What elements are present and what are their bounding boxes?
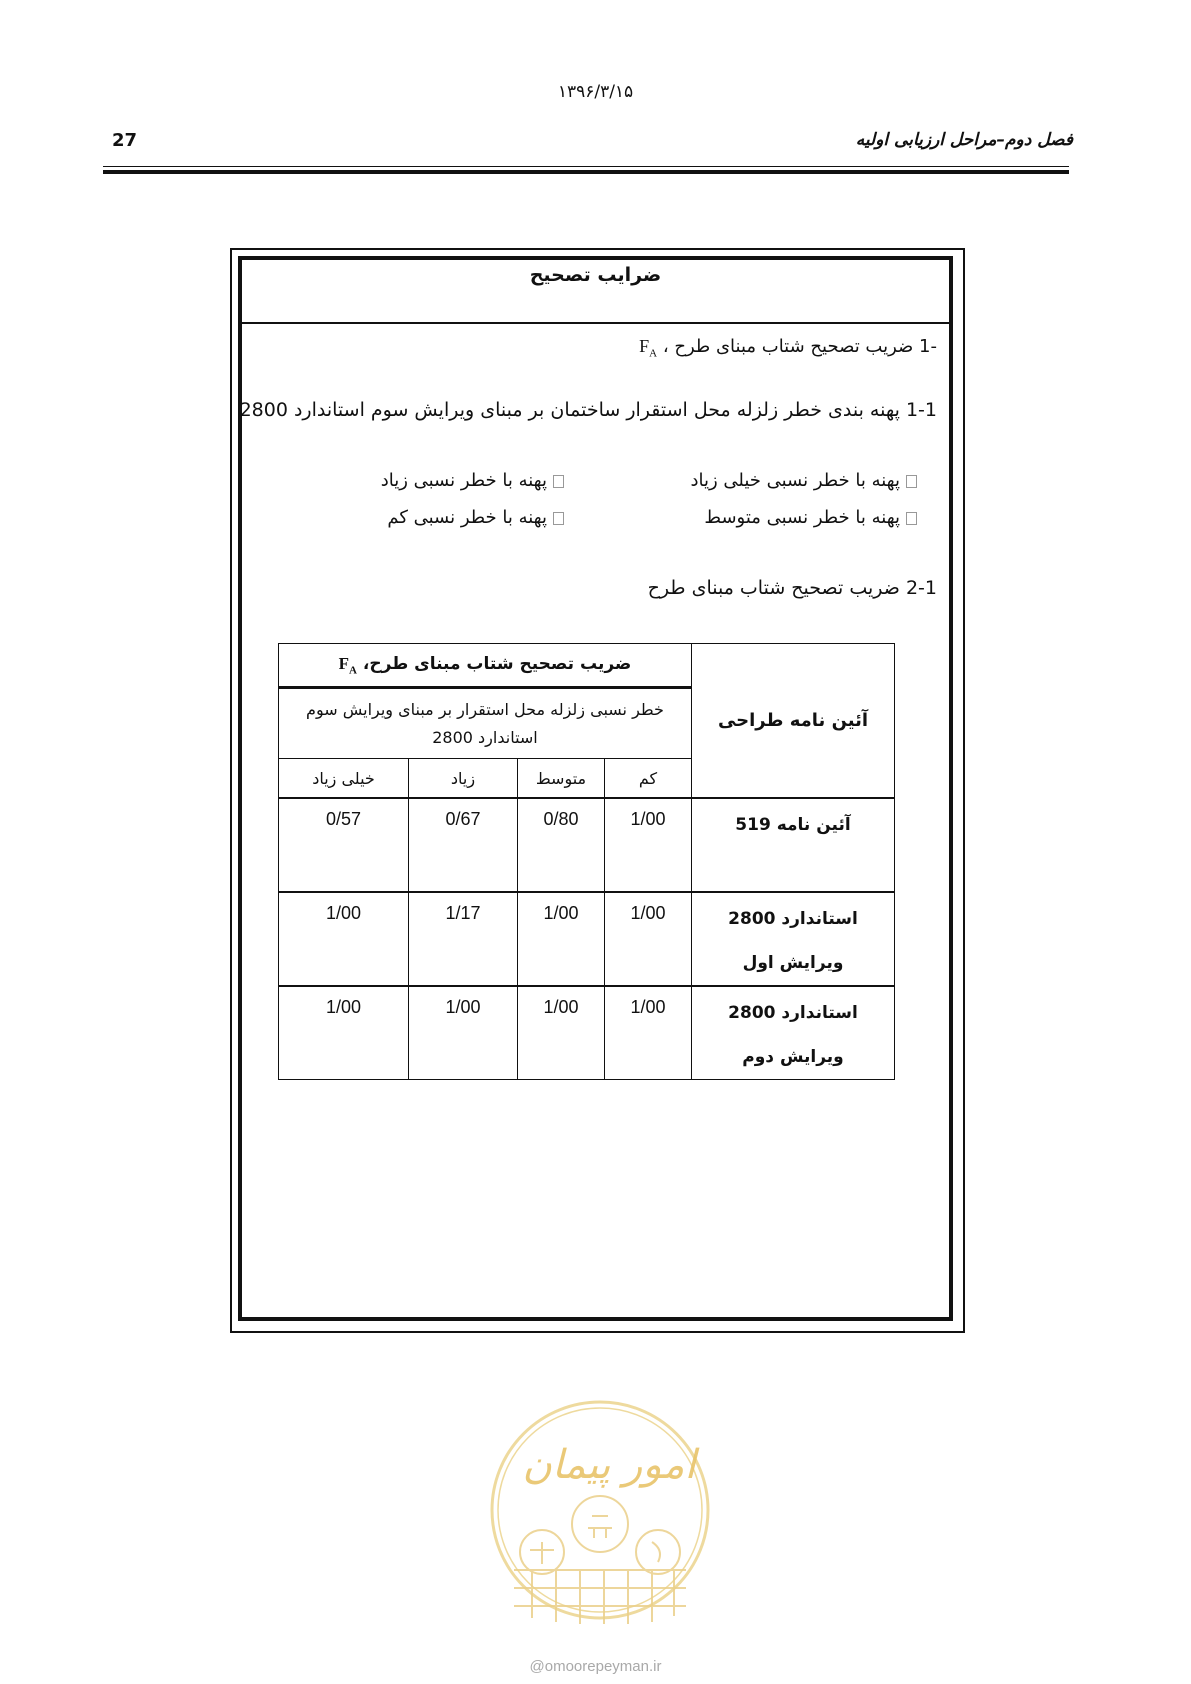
value-cell: 1/00 bbox=[409, 986, 518, 1080]
value-cell: 1/00 bbox=[518, 986, 605, 1080]
code-cell: استاندارد 2800 ویرایش دوم bbox=[692, 986, 895, 1080]
option-label: پهنه با خطر نسبی خیلی زیاد bbox=[690, 470, 900, 491]
item-1-heading bbox=[639, 336, 937, 360]
value-cell: 0/80 bbox=[518, 798, 605, 892]
fa-correction-table bbox=[278, 643, 895, 1080]
seal-logo-text: امور پیمان bbox=[522, 1442, 696, 1488]
table-row bbox=[279, 798, 895, 892]
header-rule-thin bbox=[103, 166, 1069, 167]
fa-symbol: $F_A$ bbox=[639, 336, 658, 360]
level-very-high-header: خیلی زیاد bbox=[279, 759, 409, 799]
value-cell: 1/00 bbox=[605, 986, 692, 1080]
value-cell: 0/67 bbox=[409, 798, 518, 892]
header-rule-thick bbox=[103, 170, 1069, 174]
item-1-1-heading: 1-1 پهنه بندی خطر زلزله محل استقرار ساختمان بر مبنای ویرایش سوم استاندارد 2800 bbox=[239, 399, 937, 421]
omoorepeyman-seal-logo bbox=[484, 1392, 716, 1656]
correction-box-title-divider bbox=[238, 322, 953, 324]
value-cell: 0/57 bbox=[279, 798, 409, 892]
option-very-high-hazard[interactable] bbox=[690, 470, 917, 491]
page-number: 27 bbox=[112, 130, 138, 151]
item-1-text: -1 ضریب تصحیح شتاب مبنای طرح ، bbox=[657, 336, 937, 357]
level-high-header: زیاد bbox=[409, 759, 518, 799]
value-cell: 1/00 bbox=[605, 798, 692, 892]
value-cell: 1/17 bbox=[409, 892, 518, 986]
option-label: پهنه با خطر نسبی زیاد bbox=[380, 470, 547, 491]
value-cell: 1/00 bbox=[605, 892, 692, 986]
value-cell: 1/00 bbox=[279, 892, 409, 986]
code-column-header: آئین نامه طراحی bbox=[692, 644, 895, 799]
page-date: ۱۳۹۶/۳/۱۵ bbox=[557, 82, 634, 102]
checkbox-icon[interactable] bbox=[553, 475, 564, 488]
option-label: پهنه با خطر نسبی متوسط bbox=[704, 507, 900, 528]
level-medium-header: متوسط bbox=[518, 759, 605, 799]
option-label: پهنه با خطر نسبی کم bbox=[387, 507, 547, 528]
checkbox-icon[interactable] bbox=[553, 512, 564, 525]
table-row bbox=[279, 892, 895, 986]
correction-box-title: ضرایب تصحیح bbox=[529, 264, 662, 286]
value-cell: 1/00 bbox=[518, 892, 605, 986]
option-medium-hazard[interactable] bbox=[704, 507, 917, 528]
item-1-2-heading: 2-1 ضریب تصحیح شتاب مبنای طرح bbox=[647, 577, 937, 599]
checkbox-icon[interactable] bbox=[906, 512, 917, 525]
level-low-header: کم bbox=[605, 759, 692, 799]
chapter-title: فصل دوم–مراحل ارزیابی اولیه bbox=[855, 130, 1073, 150]
code-cell: آئین نامه 519 bbox=[692, 798, 895, 892]
code-cell: استاندارد 2800 ویرایش اول bbox=[692, 892, 895, 986]
value-cell: 1/00 bbox=[279, 986, 409, 1080]
table-sub-header: خطر نسبی زلزله محل استقرار بر مبنای ویرایش سوم استاندارد 2800 bbox=[279, 688, 692, 759]
table-row bbox=[279, 986, 895, 1080]
option-low-hazard[interactable] bbox=[387, 507, 564, 528]
option-high-hazard[interactable] bbox=[381, 470, 564, 491]
at-icon: @ bbox=[529, 1658, 545, 1675]
table-main-header: ضریب تصحیح شتاب مبنای طرح، $F_A$ bbox=[279, 644, 692, 688]
checkbox-icon[interactable] bbox=[906, 475, 917, 488]
seal-website: @omoorepeyman.ir bbox=[529, 1658, 662, 1675]
